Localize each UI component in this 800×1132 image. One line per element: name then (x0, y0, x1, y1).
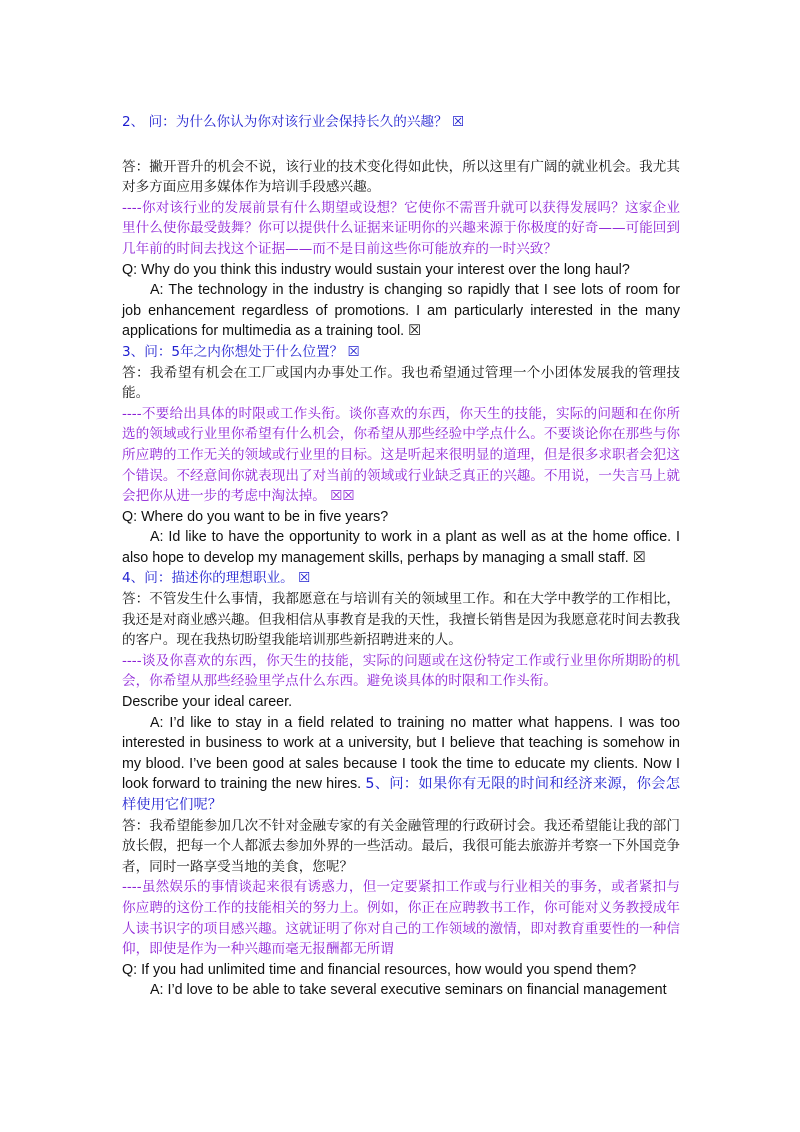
q2-tip: ----你对该行业的发展前景有什么期望或设想？它使你不需晋升就可以获得发展吗？这家企业里什么使你最受鼓舞？你可以提供什么证据来证明你的兴趣来源于你极度的好奇——可能回到几年前的时间去找这个证据——而不是目前这些你可能放弃的一时兴致？ (122, 199, 680, 257)
missing-glyph-icon: ☒ (408, 323, 421, 340)
q3-question-en: Q: Where do you want to be in five years? (122, 508, 389, 525)
missing-glyph-icon: ☒ (298, 570, 311, 587)
q4-answer-zh: 答：不管发生什么事情，我都愿意在与培训有关的领域里工作。和在大学中教学的工作相比，我还是对商业感兴趣。但我相信从事教育是我的天性，我擅长销售是因为我愿意花时间去教我的客户。现在我热切盼望我能培训那些新招聘进来的人。 (122, 591, 680, 649)
missing-glyph-icon: ☒ (342, 488, 355, 505)
missing-glyph-icon: ☒ (347, 343, 360, 360)
q4-tip: ----谈及你喜欢的东西，你天生的技能，实际的问题或在这份特定工作或行业里你所期盼的机会，你希望从那些经验里学点什么东西。避免谈具体的时限和工作头衔。 (122, 652, 680, 690)
missing-glyph-icon: ☒ (632, 549, 646, 566)
document-page (122, 112, 680, 1001)
q2-question-en: Q: Why do you think this industry would sustain your interest over the long haul? (122, 261, 630, 278)
q5-tip: ----虽然娱乐的事情谈起来很有诱惑力，但一定要紧扣工作或与行业相关的事务，或者紧扣与你应聘的这份工作的技能相关的努力上。例如，你正在应聘教书工作，你可能对义务教授成年人读书识字的项目感兴趣。这就证明了你对自己的工作领域的激情，即对教育重要性的一种信仰，即使是作为一种兴趣而毫无报酬都无所谓 (122, 879, 680, 958)
q4-question-en: Describe your ideal career. (122, 694, 293, 711)
q5-title: 5、问：如果你有无限的时间和经济来源，你会怎样使用它们呢？ (122, 776, 680, 813)
q2-title: 2、 问：为什么你认为你对该行业会保持长久的兴趣？ ☒ (122, 114, 465, 130)
q3-title: 3、问：5年之内你想处于什么位置？ ☒ (122, 343, 360, 360)
q5-answer-en: A: I’d love to be able to take several executive seminars on financial management (150, 982, 667, 999)
q3-answer-en: A: Id like to have the opportunity to work in a plant as well as at the home office. I also hope to develop my management skills, perhaps by managing a small staff. ☒ (122, 529, 680, 566)
q5-answer-zh: 答：我希望能参加几次不针对金融专家的有关金融管理的行政研讨会。我还希望能让我的部门放长假，把每一个人都派去参加外界的一些活动。最后，我很可能去旅游并考察一下外国竞争者，同时一路享受当地的美食，您呢？ (122, 817, 680, 875)
q4-title: 4、问：描述你的理想职业。 ☒ (122, 570, 311, 587)
q4-answer-en: A: I’d like to stay in a field related to training no matter what happens. I was too interested in business to work at a university, but I believe that teaching is somehow in my blood. I’ve been good at sales because I took the time to educate my clients. Now I look forward to training the new hires. 5、问：如果你有无限的时间和经济来源，你会怎样使用它们呢？ (122, 714, 680, 813)
q2-answer-en: A: The technology in the industry is changing so rapidly that I see lots of room for job enhancement regardless of promotions. I am particularly interested in the many applications for multimedia as a training tool. ☒ (122, 282, 680, 340)
missing-glyph-icon: ☒ (451, 114, 465, 130)
q5-question-en: Q: If you had unlimited time and financial resources, how would you spend them? (122, 961, 637, 978)
q3-tip: ----不要给出具体的时限或工作头衔。谈你喜欢的东西，你天生的技能，实际的问题和在你所选的领域或行业里你希望有什么机会，你希望从那些经验中学点什么。不要谈论你在那些与你所应聘的工作无关的领域或行业里的目标。这是听起来很明显的道理，但是很多求职者会犯这个错误。不经意间你就表现出了对当前的领域或行业缺乏真正的兴趣。不用说，一失言马上就会把你从进一步的考虑中淘汰掉。 ☒☒ (122, 405, 680, 505)
q2-answer-zh: 答：撇开晋升的机会不说，该行业的技术变化得如此快，所以这里有广阔的就业机会。我尤其对多方面应用多媒体作为培训手段感兴趣。 (122, 158, 680, 196)
q3-answer-zh: 答：我希望有机会在工厂或国内办事处工作。我也希望通过管理一个小团体发展我的管理技能。 (122, 364, 680, 402)
missing-glyph-icon: ☒ (330, 488, 343, 505)
